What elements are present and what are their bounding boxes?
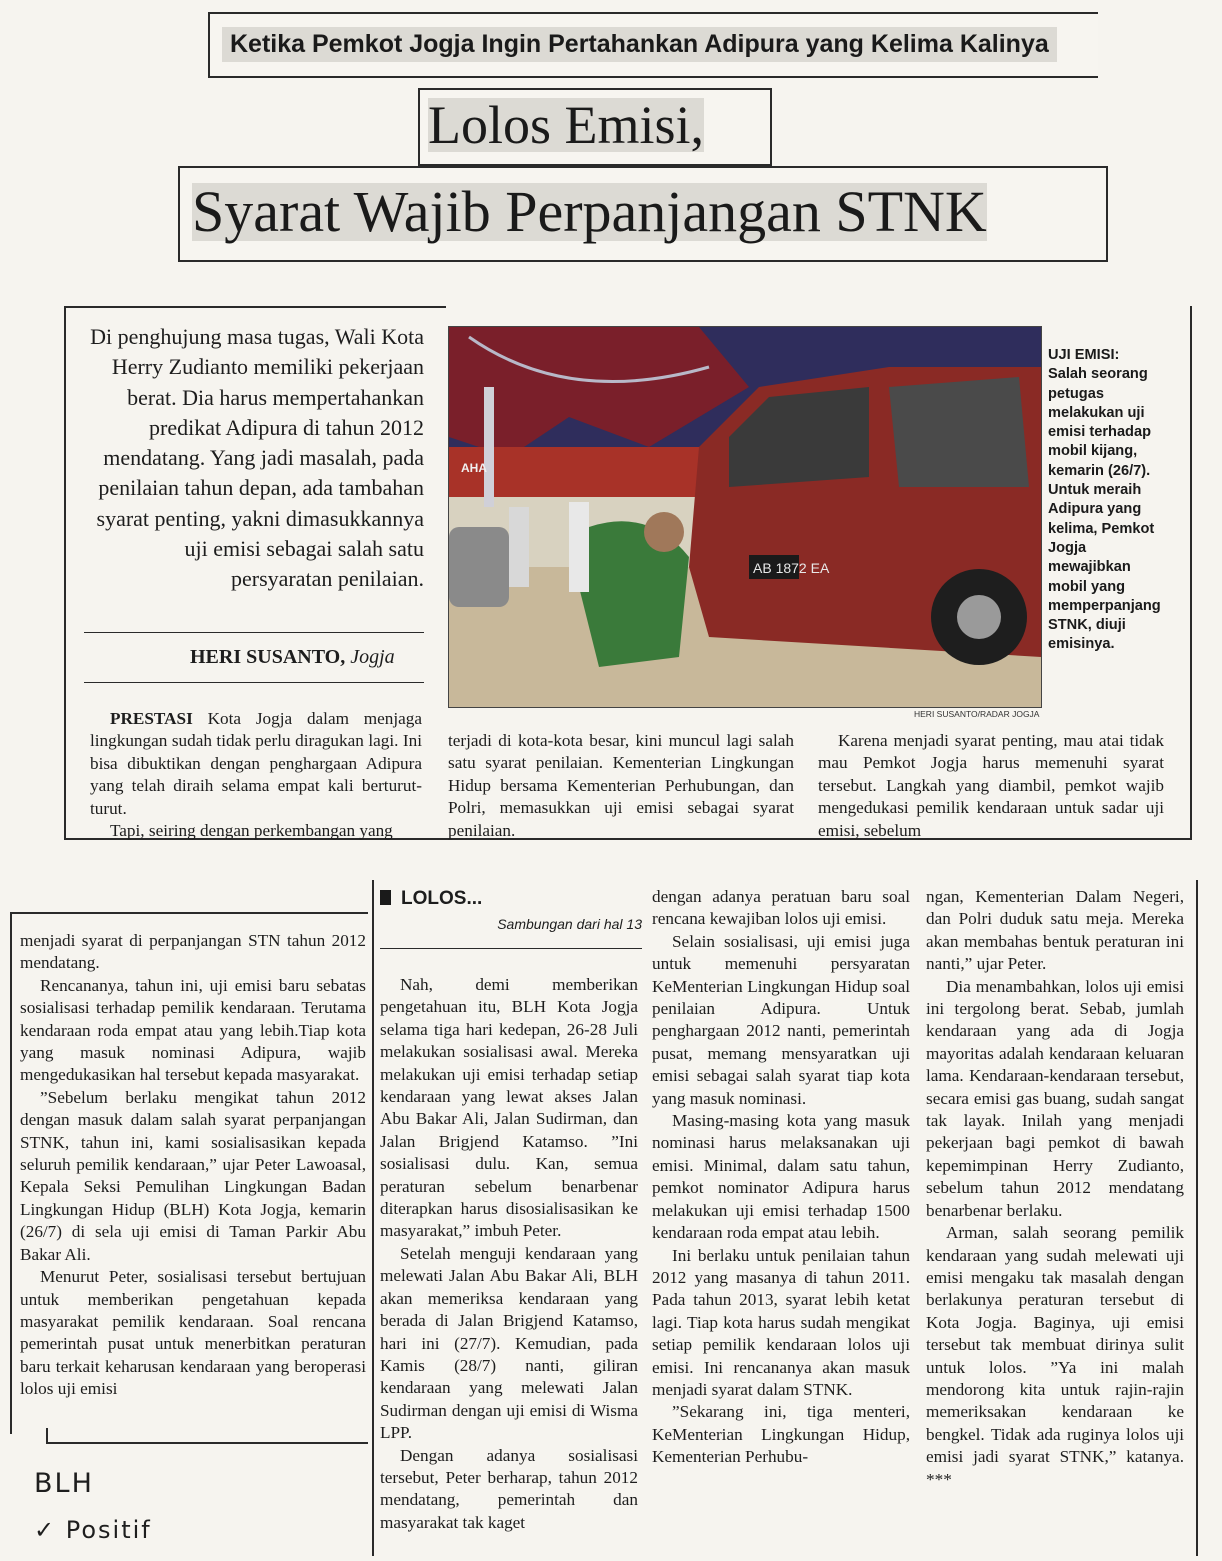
lead-rule xyxy=(84,632,424,633)
article-top-rule xyxy=(66,306,446,308)
cc2-p4: ”Sekarang ini, tiga menteri, KeMenterian Lingkungan Hidup, Kementerian Perhubu- xyxy=(652,1402,910,1467)
lead-paragraph: Di penghujung masa tugas, Wali Kota Herry Zudianto memiliki pekerjaan berat. Dia harus mempertahankan predikat Adipura di tahun 2012 mendatang. Yang jadi masalah, pada penilaian tahun depan, ada tambahan syarat penting, yakni dimasukkannya uji emisi sebagai salah satu persyaratan penilaian. xyxy=(90,324,424,592)
cc3-p1: Dia menambahkan, lolos uji emisi ini tergolong berat. Sebab, jumlah kendaraan yang ada di Jogja mayoritas adalah kendaraan keluaran lama. Kendaraan-kendaraan tersebut, secara emisi gas buang, sudah sangat tak layak. Inilah yang menjadi pekerjaan bagi pemkot di bawah kepemimpinan Herry Zudianto, sebelum tahun 2012 mendatang benarbenar berlaku. xyxy=(926,976,1184,1220)
cc1-p1: Nah, demi memberikan pengetahuan itu, BLH Kota Jogja selama tiga hari kedepan, 26-28 Juli melakukan sosialisasi awal. Mereka melakukan uji emisi terhadap setiap kendaraan yang lewat akses Jalan Abu Bakar Ali, Jalan Sudirman, dan Jalan Brigjend Katamso. ”Ini sosialisasi dulu. Kan, semua peraturan sebelum benarbenar diterapkan harus disosialisasikan ke masyarakat,” imbuh Peter. xyxy=(380,975,638,1241)
headline-line1: Lolos Emisi, xyxy=(428,95,705,155)
left-p1: Rencananya, tahun ini, uji emisi baru sebatas sosialisasi terhadap pemilik kendaraan. Terutama kendaraan roda empat atau yang lebih.Tiap kota yang masuk nominasi Adipura, wajib mengedukasikan hal tersebut kepada masyarakat. xyxy=(20,975,366,1085)
photo-credit: HERI SUSANTO/RADAR JOGJA xyxy=(914,709,1040,719)
col1-p1: Kota Jogja dalam menjaga lingkungan sudah tidak perlu diragukan lagi. Ini bisa dibuktikan dengan penghargaan Adipura yang telah diraih selama empat kali berturut-turut. xyxy=(90,709,422,818)
lead-word: PRESTASI xyxy=(110,709,193,728)
cc2-p0: dengan adanya peratuan baru soal rencana kewajiban lolos uji emisi. xyxy=(652,887,910,929)
left-block xyxy=(20,930,366,1401)
col1-p2: Tapi, seiring dengan perkembangan yang xyxy=(110,821,393,841)
byline-rule xyxy=(84,682,424,683)
cc2-p2: Masing-masing kota yang masuk nominasi harus melaksanakan uji emisi. Minimal, dalam satu tahun, pemkot nominator Adipura harus melakukan uji emisi terhadap 1500 kendaraan roda empat atau lebih. xyxy=(652,1111,910,1243)
caption-title: UJI EMISI: xyxy=(1048,347,1120,363)
col3-text: Karena menjadi syarat penting, mau atai tidak mau Pemkot Jogja harus memenuhi syarat tersebut. Langkah yang diambil, pemkot wajib mengedukasi pemilik kendaraan untuk sadar uji emisi, sebelum xyxy=(818,731,1164,840)
left-p2: ”Sebelum berlaku mengikat tahun 2012 dengan masuk dalam salah syarat perpanjangan STNK, tahun ini, kami sosialisasikan kepada seluruh pemilik kendaraan,” ujar Peter Lawoasal, Kepala Seksi Pemulihan Lingkungan Badan Lingkungan Hidup (BLH) Kota Jogja, kemarin (26/7) di sela uji emisi di Taman Parkir Abu Bakar Ali. xyxy=(20,1087,366,1264)
license-plate: AB 1872 EA xyxy=(753,560,830,576)
continuation-subtitle: Sambungan dari hal 13 xyxy=(497,916,642,932)
cc3-p0: ngan, Kementerian Dalam Negeri, dan Polri duduk satu meja. Mereka akan membahas bentuk peraturan ini nanti,” ujar Peter. xyxy=(926,887,1184,974)
col2-text: terjadi di kota-kota besar, kini muncul lagi salah satu syarat penilaian. Kementerian Lingkungan Hidup bersama Kementerian Perhubungan, dan Polri, memasukkan uji emisi sebagai syarat penilaian. xyxy=(448,731,794,840)
cont-column-3 xyxy=(926,886,1184,1491)
top-column-1 xyxy=(90,708,422,842)
headline-line2: Syarat Wajib Perpanjangan STNK xyxy=(192,179,987,244)
cc1-p2: Setelah menguji kendaraan yang melewati Jalan Abu Bakar Ali, BLH akan memeriksa kendaraan yang berada di Jalan Brigjend Katamso, hari ini (27/7). Kemudian, pada Kamis (28/7) nanti, giliran kendaraan yang melewati Jalan Sudirman dengan uji emisi di Wisma LPP. xyxy=(380,1243,638,1443)
continuation-header xyxy=(380,888,642,932)
emission-test-scene xyxy=(449,327,1041,707)
left-p3: Menurut Peter, sosialisasi tersebut bertujuan untuk memberikan pengetahuan kepada masyarakat pemilik kendaraan. Soal rencana pemerintah pusat untuk menerbitkan peraturan baru terkait keharusan kendaraan yang beroperasi lolos uji emisi xyxy=(20,1267,366,1399)
top-column-2 xyxy=(448,730,794,842)
left-p0: menjadi syarat di perpanjangan STN tahun 2012 mendatang. xyxy=(20,931,366,973)
continuation-rule xyxy=(380,948,642,949)
continuation-title: LOLOS... xyxy=(380,888,642,910)
handwritten-note-1: BLH xyxy=(34,1468,94,1499)
cc2-p1: Selain sosialisasi, uji emisi juga untuk memenuhi persyaratan KeMenterian Lingkungan Hidup soal penilaian Adipura. Untuk penghargaan 2012 nanti, pemerintah pusat, memang mensyaratkan uji emisi sebagai salah syarat tiap kota yang masuk nominasi. xyxy=(652,931,910,1108)
banner-text: AHA xyxy=(461,461,487,475)
byline xyxy=(190,646,395,669)
photo-caption xyxy=(1048,346,1166,655)
cc1-p3: Dengan adanya sosialisasi tersebut, Peter berharap, tahun 2012 mendatang, pemerintah dan masyarakat tak kaget xyxy=(380,1445,638,1532)
cont-column-1 xyxy=(380,974,638,1534)
kicker: Ketika Pemkot Jogja Ingin Pertahankan Adipura yang Kelima Kalinya xyxy=(222,27,1057,62)
byline-name: HERI SUSANTO, xyxy=(190,646,346,668)
handwritten-note-2: ✓ Positif xyxy=(34,1516,152,1544)
news-photo xyxy=(448,326,1042,708)
left-block-bottom-rule xyxy=(46,1428,368,1444)
byline-place: Jogja xyxy=(350,646,395,668)
square-bullet-icon xyxy=(380,890,391,905)
caption-text: Salah seorang petugas melakukan uji emisi terhadap mobil kijang, kemarin (26/7). Untuk meraih Adipura yang kelima, Pemkot Jogja mewajibkan mobil yang memperpanjang STNK, diuji emisinya. xyxy=(1048,366,1161,653)
cont-column-2 xyxy=(652,886,910,1469)
cc3-p2: Arman, salah seorang pemilik kendaraan yang sudah melewati uji emisi mengaku tak masalah dengan berlakunya peraturan tersebut di Kota Jogja. Baginya, uji emisi tersebut tak membuat dirinya sulit untuk lolos. ”Ya ini malah mendorong kita untuk rajin-rajin memeriksakan kendaraan ke bengkel. Tidak ada ruginya lolos uji emisi jadi syarat STNK,” katanya. *** xyxy=(926,1223,1184,1489)
top-column-3 xyxy=(818,730,1164,842)
cc2-p3: Ini berlaku untuk penilaian tahun 2012 yang masanya di tahun 2011. Pada tahun 2013, syarat lebih ketat lagi. Tiap kota harus sudah mengikat setiap pemilik kendaraan lolos uji emisi. Ini rencananya akan masuk menjadi syarat dalam STNK. xyxy=(652,1245,910,1399)
